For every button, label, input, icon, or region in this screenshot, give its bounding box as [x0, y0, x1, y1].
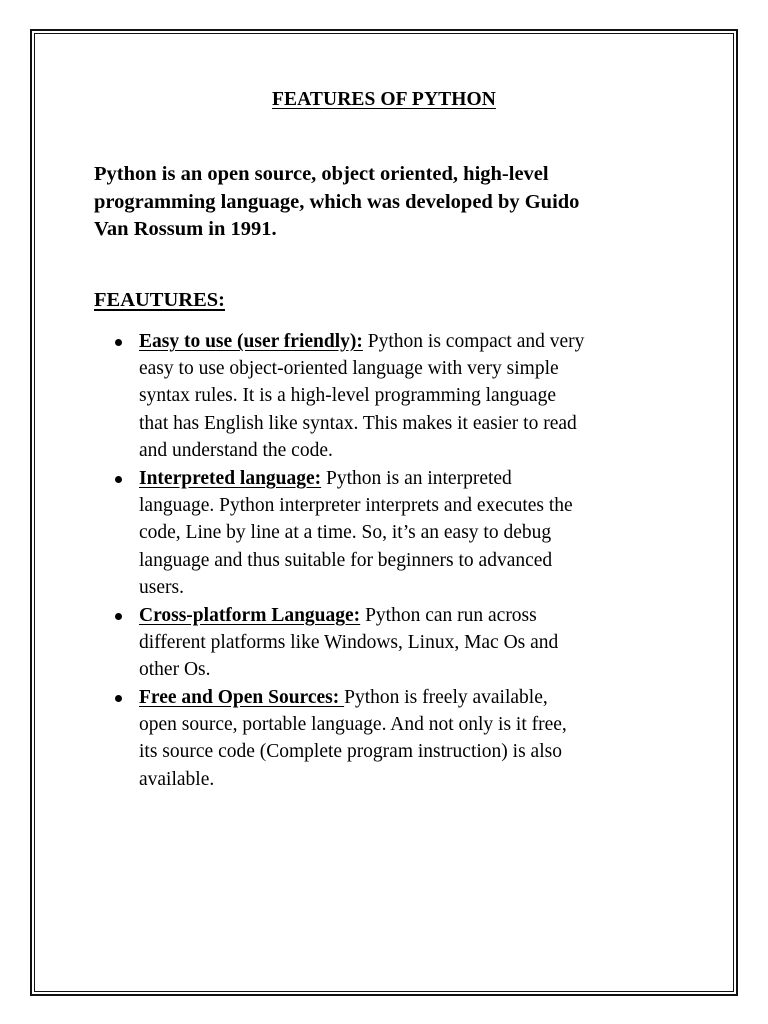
- feature-text: Python can run across: [360, 605, 537, 626]
- feature-term: Easy to use (user friendly):: [139, 331, 363, 352]
- feature-text: Python is compact and very: [362, 331, 585, 352]
- feature-term: Cross-platform Language:: [139, 605, 361, 626]
- feature-item-easy-to-use: [139, 328, 699, 464]
- intro-line: Van Rossum in 1991.: [94, 218, 277, 240]
- feature-line: language and thus suitable for beginners to advanced: [139, 549, 553, 571]
- feature-text: Python is an interpreted: [321, 468, 512, 489]
- feature-item-cross-platform: [139, 602, 699, 684]
- feature-line: users.: [139, 576, 184, 598]
- feature-item-free-open-source: [139, 684, 699, 793]
- intro-line: Python is an open source, object oriented, high-level: [94, 163, 549, 185]
- feature-term: Free and Open Sources:: [139, 687, 345, 708]
- feature-line: code, Line by line at a time. So, it’s an easy to debug: [139, 522, 552, 544]
- bullet-icon: [115, 476, 122, 483]
- feature-line: easy to use object-oriented language with very simple: [139, 358, 559, 380]
- intro-line: programming language, which was developed by Guido: [94, 190, 580, 213]
- feature-line: open source, portable language. And not only is it free,: [139, 714, 567, 736]
- bullet-icon: [115, 339, 122, 346]
- feature-text: Python is freely available,: [344, 687, 548, 708]
- feature-item-interpreted-language: [139, 465, 699, 601]
- feature-line: its source code (Complete program instruction) is also: [139, 741, 562, 763]
- feature-term: Interpreted language:: [139, 468, 322, 489]
- intro-paragraph: [94, 161, 684, 244]
- feature-line: language. Python interpreter interprets and executes the: [139, 495, 573, 517]
- feature-first-line: [139, 602, 699, 629]
- features-heading: FEAUTURES:: [94, 289, 225, 311]
- feature-first-line: [139, 684, 699, 711]
- feature-first-line: [139, 465, 699, 492]
- feature-line: different platforms like Windows, Linux, Mac Os and: [139, 632, 559, 654]
- bullet-icon: [115, 695, 122, 702]
- bullet-icon: [115, 613, 122, 620]
- feature-line: and understand the code.: [139, 439, 333, 461]
- feature-line: available.: [139, 768, 215, 790]
- feature-line: that has English like syntax. This makes it easier to read: [139, 412, 577, 434]
- feature-first-line: [139, 328, 699, 355]
- feature-line: other Os.: [139, 659, 211, 681]
- feature-line: syntax rules. It is a high-level programming language: [139, 385, 556, 407]
- document-title: FEATURES OF PYTHON: [272, 89, 496, 110]
